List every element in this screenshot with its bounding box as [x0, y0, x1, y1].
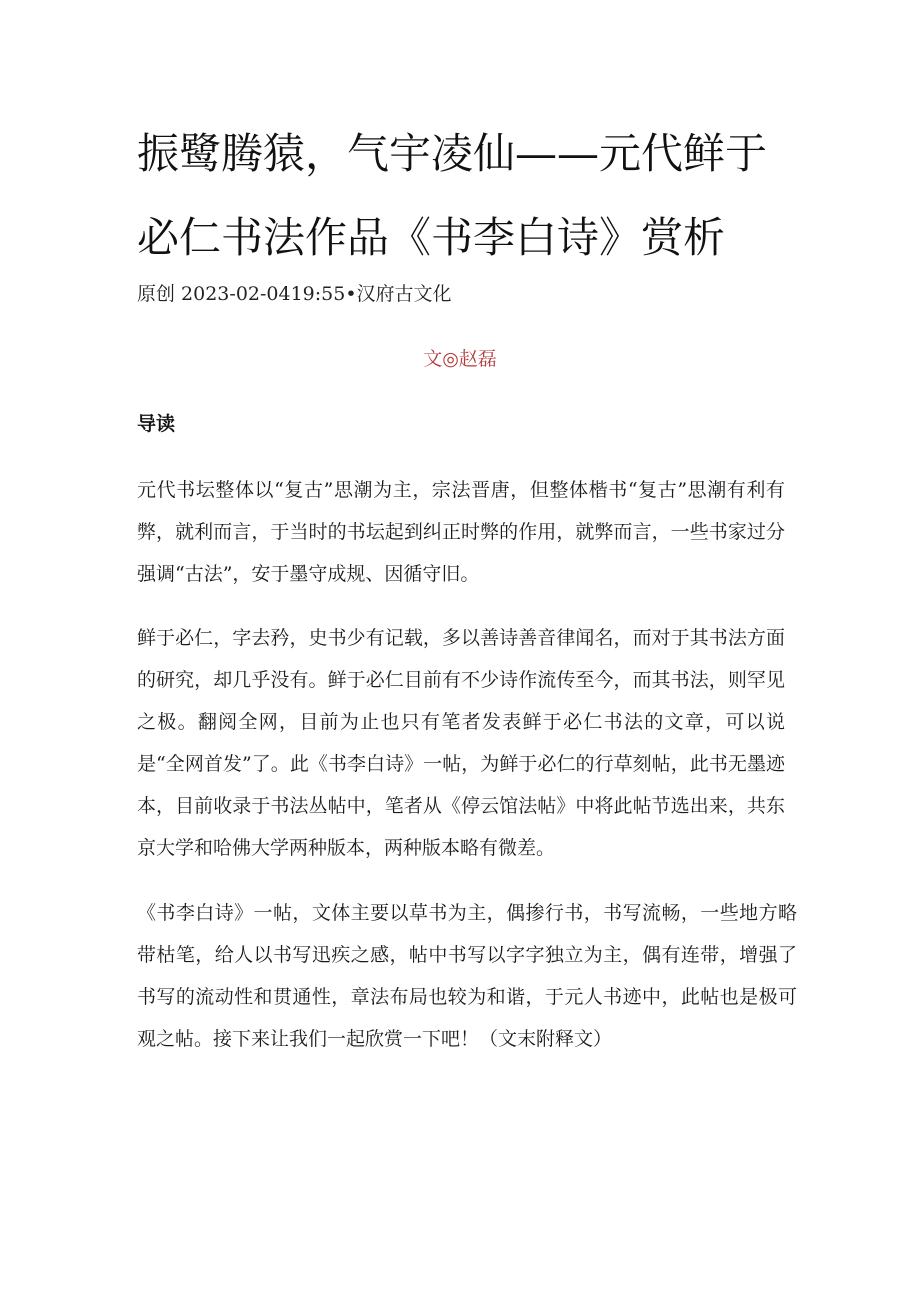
author-byline: 文◎赵磊 [423, 348, 497, 370]
paragraph-1: 元代书坛整体以“复古”思潮为主，宗法晋唐，但整体楷书“复古”思潮有利有弊，就利而言，于当时的书坛起到纠正时弊的作用，就弊而言，一些书家过分强调“古法”，安于墨守成规、因循守旧。 [137, 479, 785, 585]
paragraph-2: 鲜于必仁，字去矜，史书少有记载，多以善诗善音律闻名，而对于其书法方面的研究，却几乎没有。鲜于必仁目前有不少诗作流传至今，而其书法，则罕见之极。翻阅全网，目前为止也只有笔者发表鲜于必仁书法的文章，可以说是“全网首发”了。此《书李白诗》一帖，为鲜于必仁的行草刻帖，此书无墨迹本，目前收录于书法丛帖中，笔者从《停云馆法帖》中将此帖节选出来，共东京大学和哈佛大学两种版本，两种版本略有微差。 [137, 627, 785, 859]
section-heading: 导读 [137, 413, 176, 435]
article-title: 振鹭腾猿，气宇凌仙——元代鲜于必仁书法作品《书李白诗》赏析 [137, 129, 768, 262]
article-meta: 原创 2023-02-0419:55•汉府古文化 [137, 283, 452, 305]
paragraph-3: 《书李白诗》一帖，文体主要以草书为主，偶掺行书，书写流畅，一些地方略带枯笔，给人以书写迅疾之感，帖中书写以字字独立为主，偶有连带，增强了书写的流动性和贯通性，章法布局也较为和谐，于元人书迹中，此帖也是极可观之帖。接下来让我们一起欣赏一下吧！（文末附释文） [137, 902, 797, 1050]
